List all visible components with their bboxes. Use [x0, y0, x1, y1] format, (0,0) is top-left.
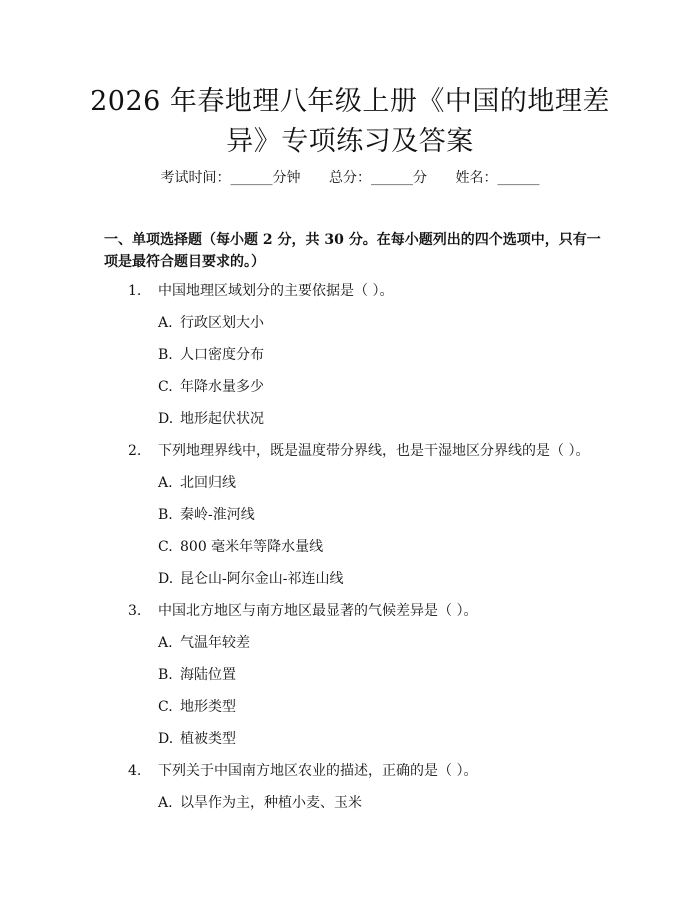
option-text: 以旱作为主，种植小麦、玉米: [180, 795, 362, 811]
option-letter: B.: [158, 347, 173, 363]
question-stem-row: [0, 600, 700, 632]
question-list: [0, 280, 700, 824]
option-text: 海陆位置: [180, 667, 236, 683]
option-letter: A.: [158, 635, 173, 651]
question-stem-row: [0, 280, 700, 312]
question-stem: 下列关于中国南方地区农业的描述，正确的是（ ）。: [158, 763, 478, 779]
option-row: [0, 408, 700, 440]
question-stem: 下列地理界线中，既是温度带分界线，也是干湿地区分界线的是（ ）。: [158, 443, 590, 459]
option-row: [0, 568, 700, 600]
option-letter: D.: [158, 411, 174, 427]
option-text: 年降水量多少: [180, 379, 264, 395]
option-row: [0, 696, 700, 728]
option-letter: D.: [158, 571, 174, 587]
option-text: 人口密度分布: [180, 347, 264, 363]
exam-name: 姓名：______: [455, 170, 540, 186]
question-4: [0, 760, 700, 824]
option-text: 植被类型: [180, 731, 236, 747]
question-2: [0, 440, 700, 600]
option-row: [0, 632, 700, 664]
option-letter: B.: [158, 667, 173, 683]
question-stem: 中国地理区域划分的主要依据是（ ）。: [158, 283, 394, 299]
option-text: 昆仑山-阿尔金山-祁连山线: [180, 571, 344, 587]
title-line-2: 异》专项练习及答案: [226, 126, 474, 157]
option-letter: C.: [158, 699, 173, 715]
option-text: 地形类型: [180, 699, 236, 715]
option-row: [0, 728, 700, 760]
option-row: [0, 312, 700, 344]
exam-score: 总分：______分: [329, 170, 427, 186]
option-text: 北回归线: [180, 475, 236, 491]
question-number: 1.: [128, 283, 142, 299]
option-row: [0, 344, 700, 376]
option-row: [0, 504, 700, 536]
option-letter: C.: [158, 539, 173, 555]
option-row: [0, 536, 700, 568]
section-heading: 一、单项选择题（每小题 2 分，共 30 分。在每小题列出的四个选项中，只有一项是最符合题目要求的。）: [104, 232, 601, 270]
option-row: [0, 664, 700, 696]
question-stem-row: [0, 440, 700, 472]
exam-meta-line: [0, 167, 700, 187]
option-text: 800 毫米年等降水量线: [180, 539, 324, 555]
option-letter: C.: [158, 379, 173, 395]
question-number: 2.: [128, 443, 142, 459]
option-text: 气温年较差: [180, 635, 250, 651]
option-row: [0, 376, 700, 408]
option-row: [0, 792, 700, 824]
question-number: 3.: [128, 603, 142, 619]
question-number: 4.: [128, 763, 142, 779]
document-title: [60, 82, 640, 162]
option-letter: B.: [158, 507, 173, 523]
option-text: 秦岭-淮河线: [180, 507, 255, 523]
option-row: [0, 472, 700, 504]
title-line-1: 2026 年春地理八年级上册《中国的地理差: [90, 86, 610, 117]
option-letter: D.: [158, 731, 174, 747]
option-letter: A.: [158, 315, 173, 331]
exam-time: 考试时间：______分钟: [160, 170, 301, 186]
question-1: [0, 280, 700, 440]
option-letter: A.: [158, 795, 173, 811]
question-stem-row: [0, 760, 700, 792]
option-text: 行政区划大小: [180, 315, 264, 331]
question-stem: 中国北方地区与南方地区最显著的气候差异是（ ）。: [158, 603, 478, 619]
option-text: 地形起伏状况: [180, 411, 264, 427]
option-letter: A.: [158, 475, 173, 491]
question-3: [0, 600, 700, 760]
